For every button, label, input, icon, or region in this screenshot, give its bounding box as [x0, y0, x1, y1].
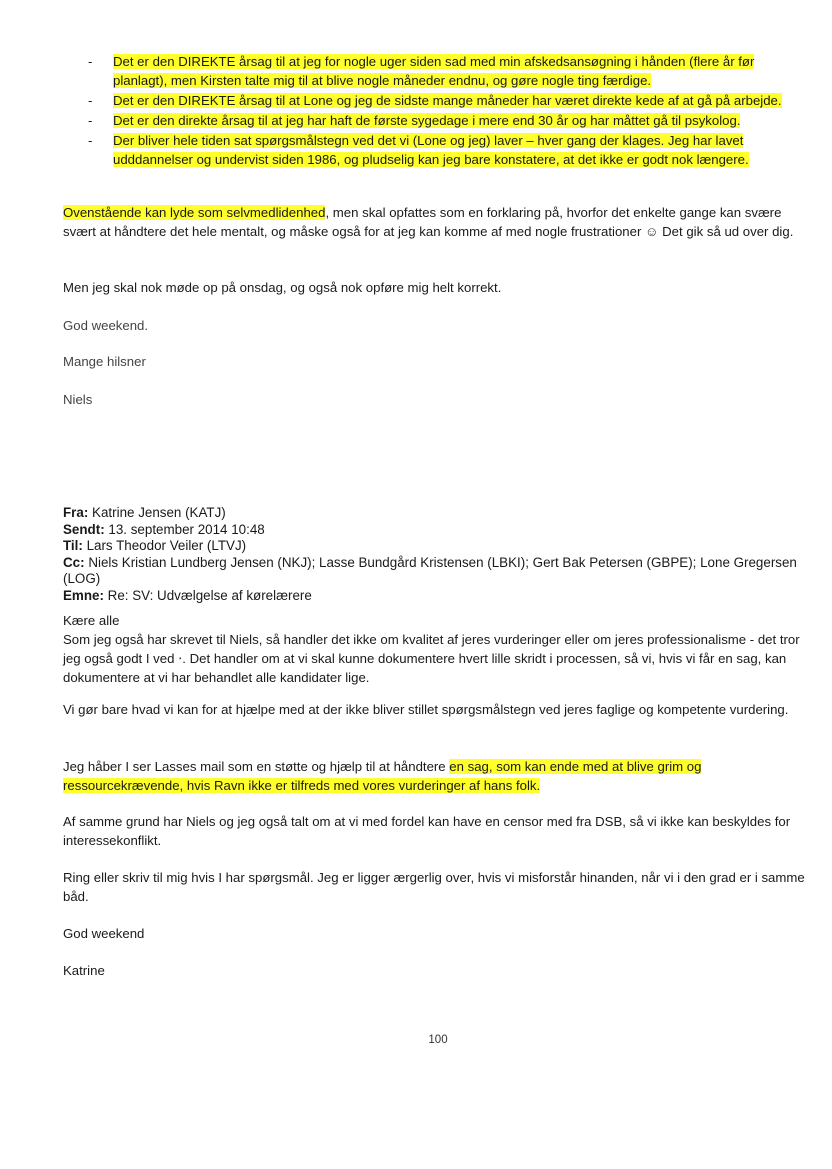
highlighted-text: Det er den DIREKTE årsag til at Lone og jeg de sidste mange måneder har været direkte kede af at gå på arbejde.	[113, 93, 782, 108]
closing-regards: Mange hilsner	[63, 354, 146, 369]
paragraph-contact: Ring eller skriv til mig hvis I har spørgsmål. Jeg er ligger ærgerlig over, hvis vi misforstår hinanden, når vi i den grad er i samme båd.	[63, 870, 805, 904]
list-item: - Det er den DIREKTE årsag til at jeg for nogle uger siden sad med min afskedsansøgning i hånden (flere år før planlagt), men Kirsten talte mig til at blive nogle måneder endnu, og gøre nogle ting færdige.	[88, 54, 755, 88]
paragraph-meeting: Men jeg skal nok møde op på onsdag, og også nok opføre mig helt korrekt.	[63, 280, 502, 295]
highlighted-text: en sag, som kan ende med at blive grim og ressourcekrævende, hvis Ravn ikke er tilfreds med vores vurderinger af hans folk.	[63, 759, 702, 793]
email-header	[63, 505, 815, 604]
paragraph-documentation: Som jeg også har skrevet til Niels, så handler det ikke om kvalitet af jeres vurderinger eller om jeres professionalisme - det tror jeg også godt I ved ⋅. Det handler om at vi skal kunne dokumentere hvert lille skridt i processen, så vi, hvis vi får en sag, kan dokumentere at vi har behandlet alle kandidater lige.	[63, 632, 800, 685]
list-item: - Det er den DIREKTE årsag til at Lone og jeg de sidste mange måneder har været direkte kede af at gå på arbejde.	[88, 93, 782, 108]
to-row: Til: Lars Theodor Veiler (LTVJ)	[63, 538, 247, 553]
closing-weekend-2: God weekend	[63, 926, 145, 941]
closing-weekend: God weekend.	[63, 318, 149, 333]
highlighted-text: Det er den DIREKTE årsag til at jeg for nogle uger siden sad med min afskedsansøgning i hånden (flere år før planlagt), men Kirsten talte mig til at blive nogle måneder endnu, og gøre nogle ting færdige.	[113, 54, 755, 88]
paragraph-censor: Af samme grund har Niels og jeg også talt om at vi med fordel kan have en censor med fra DSB, så vi ikke kan beskyldes for interessekonflikt.	[63, 814, 791, 848]
list-item: - Der bliver hele tiden sat spørgsmålstegn ved det vi (Lone og jeg) laver – hver gang der klages. Jeg har lavet udddannelser og undervist siden 1986, og pludselig kan jeg bare konstatere, at det ikke er godt nok længere.	[88, 133, 749, 167]
page-number: 100	[428, 1034, 448, 1046]
highlighted-text: Der bliver hele tiden sat spørgsmålstegn ved det vi (Lone og jeg) laver – hver gang der klages. Jeg har lavet udddannelser og undervist siden 1986, og pludselig kan jeg bare konstatere, at det ikke er godt nok længere.	[113, 133, 749, 167]
paragraph-self-pity: Ovenstående kan lyde som selvmedlidenhed, men skal opfattes som en forklaring på, hvorfor det enkelte gange kan svære svært at håndtere det hele mentalt, og måske også for at jeg kan komme af med nogle frustrationer ☺ Det gik så ud over dig.	[63, 205, 794, 239]
cc-row: Cc: Niels Kristian Lundberg Jensen (NKJ); Lasse Bundgård Kristensen (LBKI); Gert Bak Petersen (GBPE); Lone Gregersen (LOG)	[63, 554, 797, 586]
list-item: - Det er den direkte årsag til at jeg har haft de første sygedage i mere end 30 år og har måttet gå til psykolog.	[88, 113, 741, 128]
from-row: Fra: Katrine Jensen (KATJ)	[63, 505, 226, 520]
paragraph-support: Vi gør bare hvad vi kan for at hjælpe med at der ikke bliver stillet spørgsmålstegn ved jeres faglige og kompetente vurdering.	[63, 702, 789, 717]
highlighted-text: Det er den direkte årsag til at jeg har haft de første sygedage i mere end 30 år og har måttet gå til psykolog.	[113, 113, 741, 128]
subject-row: Emne: Re: SV: Udvælgelse af kørelærere	[63, 587, 312, 603]
greeting: Kære alle	[63, 613, 120, 628]
signature-katrine: Katrine	[63, 963, 105, 978]
sent-row: Sendt: 13. september 2014 10:48	[63, 521, 265, 537]
paragraph-lasse-mail: Jeg håber I ser Lasses mail som en støtte og hjælp til at håndtere en sag, som kan ende med at blive grim og ressourcekrævende, hvis Ravn ikke er tilfreds med vores vurderinger af hans folk.	[63, 759, 702, 793]
bullet-list	[88, 52, 798, 170]
highlighted-text: Ovenstående kan lyde som selvmedlidenhed	[63, 205, 326, 220]
signature-niels: Niels	[63, 392, 93, 407]
